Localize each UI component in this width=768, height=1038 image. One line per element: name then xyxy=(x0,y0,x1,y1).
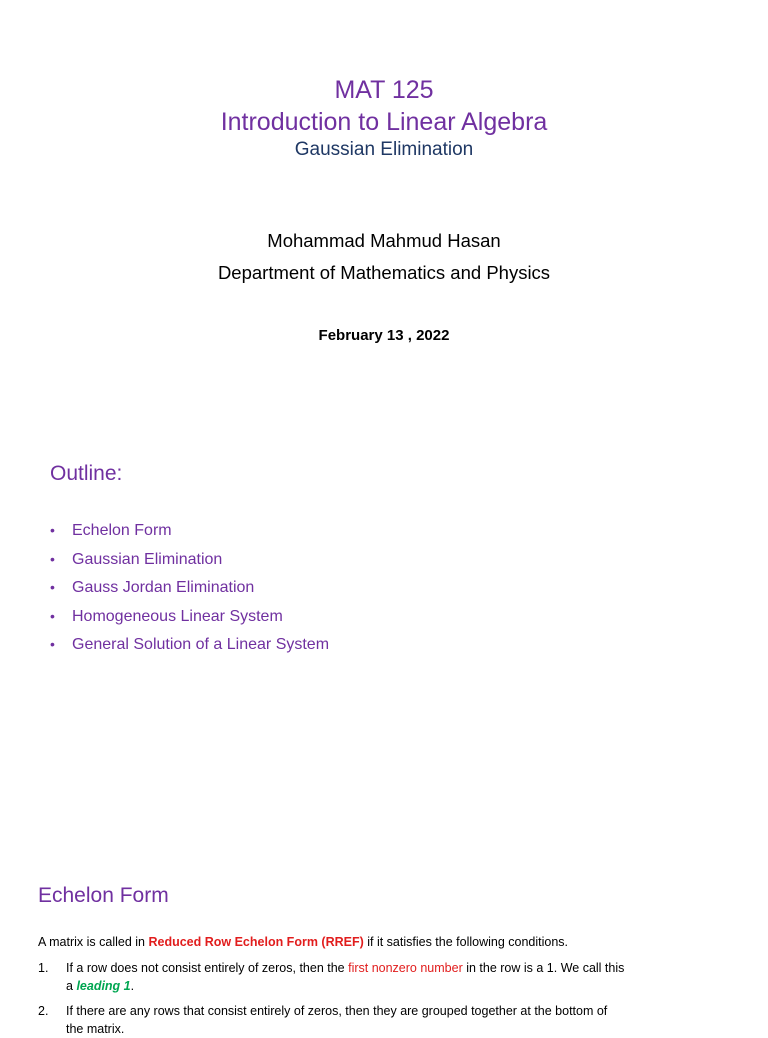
course-code: MAT 125 xyxy=(334,76,434,104)
condition-text: . xyxy=(130,979,135,993)
presentation-date: February 13 , 2022 xyxy=(318,327,450,344)
outline-slide xyxy=(0,430,768,850)
rref-term: Reduced Row Echelon Form (RREF) xyxy=(148,935,364,949)
condition-text: If there are any rows that consist entirely of zeros, then they are grouped together at the bottom of xyxy=(66,1004,608,1018)
outline-item xyxy=(50,575,329,604)
condition-1-line-2 xyxy=(66,977,134,995)
condition-text: in the row is a 1. We call this xyxy=(462,961,625,975)
outline-heading: Outline: xyxy=(50,462,123,485)
author-name: Mohammad Mahmud Hasan xyxy=(267,230,501,251)
bullet-icon: • xyxy=(50,636,55,653)
outline-item-label: Echelon Form xyxy=(72,522,172,539)
condition-text: If a row does not consist entirely of zeros, then the xyxy=(66,961,349,975)
intro-suffix: if it satisfies the following conditions. xyxy=(363,935,569,949)
course-name: Introduction to Linear Algebra xyxy=(220,108,548,136)
outline-item-label: Gaussian Elimination xyxy=(72,550,223,568)
department-name: Department of Mathematics and Physics xyxy=(217,262,551,283)
condition-2-line-1 xyxy=(38,1002,607,1020)
outline-item xyxy=(50,604,329,633)
condition-2-line-2 xyxy=(66,1020,124,1038)
echelon-heading: Echelon Form xyxy=(38,884,169,907)
echelon-form-slide xyxy=(0,862,768,1036)
bullet-icon: • xyxy=(50,607,55,624)
outline-item xyxy=(50,632,329,661)
title-slide xyxy=(0,0,768,420)
first-nonzero-term: first nonzero number xyxy=(348,961,463,975)
bullet-icon: • xyxy=(50,579,55,596)
outline-item xyxy=(50,547,329,576)
leading-one-term: leading 1 xyxy=(76,979,131,993)
bullet-icon: • xyxy=(50,550,55,567)
outline-item-label: General Solution of a Linear System xyxy=(72,636,330,654)
rref-intro-line xyxy=(38,933,568,951)
outline-item xyxy=(50,518,329,547)
slide-subtitle: Gaussian Elimination xyxy=(294,139,474,160)
intro-prefix: A matrix is called in xyxy=(38,935,149,949)
condition-number: 1. xyxy=(38,961,49,975)
condition-text: the matrix. xyxy=(66,1022,125,1036)
condition-text: a xyxy=(66,979,77,993)
condition-number: 2. xyxy=(38,1004,49,1018)
bullet-icon: • xyxy=(50,522,55,538)
outline-list xyxy=(50,518,329,661)
outline-item-label: Homogeneous Linear System xyxy=(72,607,283,625)
condition-1-line-1 xyxy=(38,959,624,977)
outline-item-label: Gauss Jordan Elimination xyxy=(72,579,255,597)
